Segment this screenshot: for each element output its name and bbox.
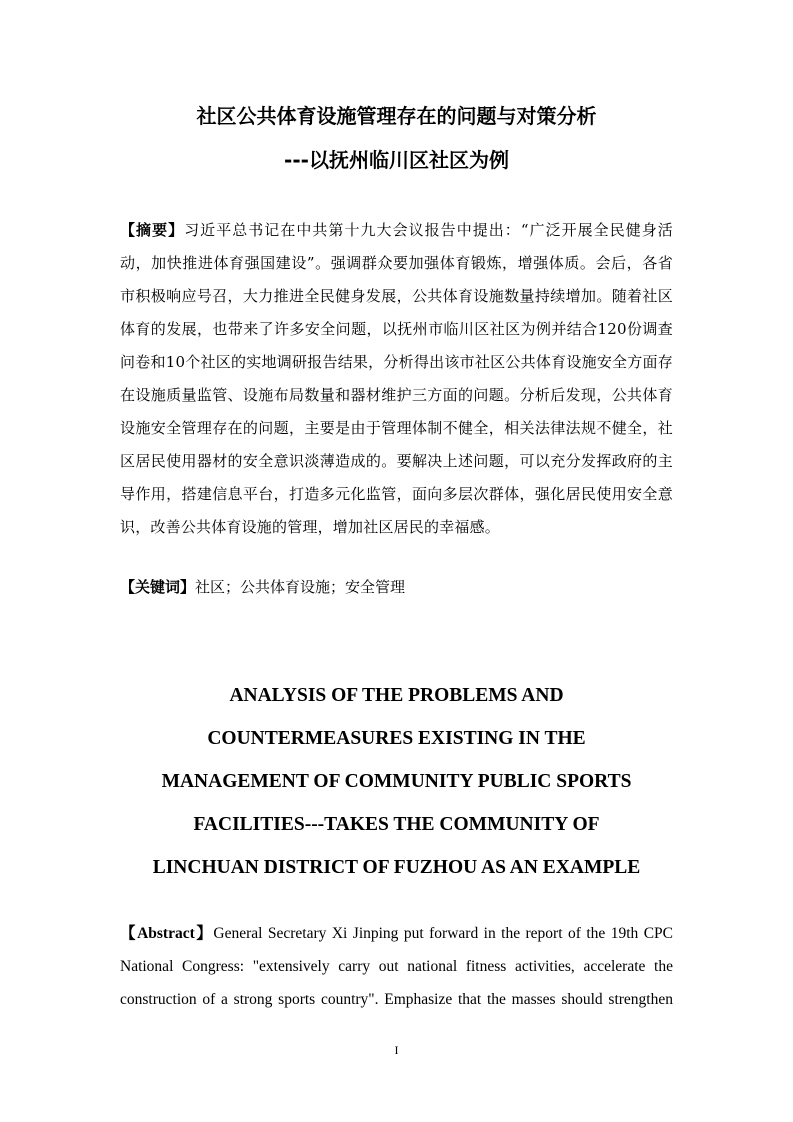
page-number: I: [394, 1043, 399, 1057]
chinese-title: 社区公共体育设施管理存在的问题与对策分析: [196, 104, 597, 128]
english-title-line: MANAGEMENT OF COMMUNITY PUBLIC SPORTS: [161, 771, 632, 792]
english-abstract: [120, 917, 673, 1016]
chinese-abstract-label: 【摘要】: [120, 221, 185, 239]
chinese-keywords-label: 【关键词】: [120, 578, 196, 596]
english-title-line: ANALYSIS OF THE PROBLEMS AND: [229, 685, 564, 706]
english-title-line: FACILITIES---TAKES THE COMMUNITY OF: [193, 814, 600, 835]
chinese-keywords-text: 社区；公共体育设施；安全管理: [195, 578, 406, 596]
english-title: [100, 674, 693, 889]
english-title-line: COUNTERMEASURES EXISTING IN THE: [207, 728, 586, 749]
chinese-abstract: [120, 214, 673, 544]
chinese-keywords: [120, 571, 673, 604]
chinese-subtitle: ---以抚州临川区社区为例: [284, 148, 509, 172]
english-abstract-label: 【Abstract】: [120, 925, 214, 942]
english-abstract-line: [120, 917, 673, 950]
english-abstract-line: construction of a strong sports country". Emphasize that the masses should strengthen: [120, 991, 673, 1008]
english-title-line: LINCHUAN DISTRICT OF FUZHOU AS AN EXAMPLE: [152, 857, 641, 878]
english-abstract-text: General Secretary Xi Jinping put forward in the report of the 19th CPC: [213, 925, 673, 942]
english-abstract-line: National Congress: "extensively carry out national fitness activities, accelerate the: [120, 958, 673, 975]
chinese-abstract-text: 习近平总书记在中共第十九大会议报告中提出：“广泛开展全民健身活动，加快推进体育强国建设”。强调群众要加强体育锻炼，增强体质。会后，各省市积极响应号召，大力推进全民健身发展，公共体育设施数量持续增加。随着社区体育的发展，也带来了许多安全问题，以抚州市临川区社区为例并结合120份调查问卷和10个社区的实地调研报告结果，分析得出该市社区公共体育设施安全方面存在设施质量监管、设施布局数量和器材维护三方面的问题。分析后发现，公共体育设施安全管理存在的问题，主要是由于管理体制不健全，相关法律法规不健全，社区居民使用器材的安全意识淡薄造成的。要解决上述问题，可以充分发挥政府的主导作用，搭建信息平台，打造多元化监管，面向多层次群体，强化居民使用安全意识，改善公共体育设施的管理，增加社区居民的幸福感。: [120, 221, 673, 536]
